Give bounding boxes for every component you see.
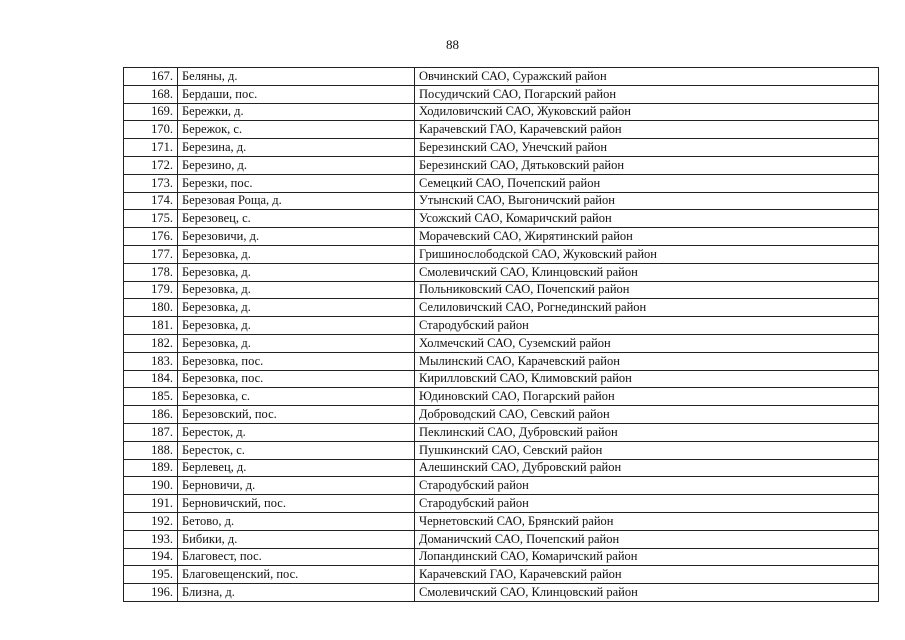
administrative-area-cell: Смолевичский САО, Клинцовский район: [415, 584, 879, 602]
settlement-name-cell: Березки, пос.: [178, 174, 415, 192]
settlement-name-cell: Березовка, д.: [178, 299, 415, 317]
administrative-area-cell: Пушкинский САО, Севский район: [415, 441, 879, 459]
settlement-name-cell: Березовец, с.: [178, 210, 415, 228]
settlement-name-cell: Бересток, с.: [178, 441, 415, 459]
table-row: [124, 192, 879, 210]
table-row: [124, 85, 879, 103]
table-row: [124, 477, 879, 495]
administrative-area-cell: Доброводский САО, Севский район: [415, 406, 879, 424]
administrative-area-cell: Юдиновский САО, Погарский район: [415, 388, 879, 406]
settlement-name-cell: Бережок, с.: [178, 121, 415, 139]
settlement-name-cell: Березовка, д.: [178, 317, 415, 335]
table-row: [124, 388, 879, 406]
administrative-area-cell: Утынский САО, Выгоничский район: [415, 192, 879, 210]
table-row: [124, 121, 879, 139]
table-row: [124, 423, 879, 441]
table-row: [124, 210, 879, 228]
settlement-name-cell: Березовка, пос.: [178, 370, 415, 388]
row-number-cell: 196.: [124, 584, 178, 602]
table-row: [124, 299, 879, 317]
administrative-area-cell: Лопандинский САО, Комаричский район: [415, 548, 879, 566]
administrative-area-cell: Пеклинский САО, Дубровский район: [415, 423, 879, 441]
row-number-cell: 177.: [124, 245, 178, 263]
administrative-area-cell: Доманичский САО, Почепский район: [415, 530, 879, 548]
row-number-cell: 176.: [124, 228, 178, 246]
administrative-area-cell: Березинский САО, Унечский район: [415, 139, 879, 157]
settlement-name-cell: Березино, д.: [178, 156, 415, 174]
row-number-cell: 186.: [124, 406, 178, 424]
administrative-area-cell: Овчинский САО, Суражский район: [415, 68, 879, 86]
settlement-name-cell: Бересток, д.: [178, 423, 415, 441]
row-number-cell: 170.: [124, 121, 178, 139]
administrative-area-cell: Смолевичский САО, Клинцовский район: [415, 263, 879, 281]
row-number-cell: 169.: [124, 103, 178, 121]
table-row: [124, 459, 879, 477]
settlement-name-cell: Благовест, пос.: [178, 548, 415, 566]
table-row: [124, 566, 879, 584]
administrative-area-cell: Карачевский ГАО, Карачевский район: [415, 121, 879, 139]
administrative-area-cell: Морачевский САО, Жирятинский район: [415, 228, 879, 246]
row-number-cell: 180.: [124, 299, 178, 317]
row-number-cell: 195.: [124, 566, 178, 584]
settlement-name-cell: Берновичский, пос.: [178, 495, 415, 513]
administrative-area-cell: Стародубский район: [415, 495, 879, 513]
settlement-name-cell: Беляны, д.: [178, 68, 415, 86]
row-number-cell: 171.: [124, 139, 178, 157]
row-number-cell: 172.: [124, 156, 178, 174]
settlement-name-cell: Березовичи, д.: [178, 228, 415, 246]
administrative-area-cell: Чернетовский САО, Брянский район: [415, 512, 879, 530]
settlement-name-cell: Березовка, д.: [178, 245, 415, 263]
table-row: [124, 334, 879, 352]
row-number-cell: 192.: [124, 512, 178, 530]
administrative-area-cell: Селиловичский САО, Рогнединский район: [415, 299, 879, 317]
administrative-area-cell: Ходиловичский САО, Жуковский район: [415, 103, 879, 121]
settlement-name-cell: Бердаши, пос.: [178, 85, 415, 103]
row-number-cell: 174.: [124, 192, 178, 210]
row-number-cell: 191.: [124, 495, 178, 513]
settlement-name-cell: Березина, д.: [178, 139, 415, 157]
table-row: [124, 352, 879, 370]
row-number-cell: 182.: [124, 334, 178, 352]
table-row: [124, 317, 879, 335]
settlement-name-cell: Березовка, пос.: [178, 352, 415, 370]
settlements-table: [123, 67, 879, 602]
table-body: [124, 68, 879, 602]
table-row: [124, 103, 879, 121]
table-row: [124, 512, 879, 530]
row-number-cell: 193.: [124, 530, 178, 548]
settlement-name-cell: Березовая Роща, д.: [178, 192, 415, 210]
row-number-cell: 188.: [124, 441, 178, 459]
administrative-area-cell: Стародубский район: [415, 477, 879, 495]
row-number-cell: 178.: [124, 263, 178, 281]
page-number: 88: [446, 37, 459, 52]
administrative-area-cell: Стародубский район: [415, 317, 879, 335]
settlement-name-cell: Березовка, с.: [178, 388, 415, 406]
table-row: [124, 174, 879, 192]
settlement-name-cell: Березовка, д.: [178, 334, 415, 352]
table-row: [124, 584, 879, 602]
table-row: [124, 68, 879, 86]
settlement-name-cell: Берлевец, д.: [178, 459, 415, 477]
settlement-name-cell: Бережки, д.: [178, 103, 415, 121]
administrative-area-cell: Холмечский САО, Суземский район: [415, 334, 879, 352]
table-row: [124, 530, 879, 548]
table-row: [124, 370, 879, 388]
table-row: [124, 441, 879, 459]
row-number-cell: 185.: [124, 388, 178, 406]
table-row: [124, 281, 879, 299]
table-row: [124, 245, 879, 263]
row-number-cell: 190.: [124, 477, 178, 495]
table-row: [124, 228, 879, 246]
settlement-name-cell: Близна, д.: [178, 584, 415, 602]
settlement-name-cell: Бибики, д.: [178, 530, 415, 548]
row-number-cell: 181.: [124, 317, 178, 335]
administrative-area-cell: Мылинский САО, Карачевский район: [415, 352, 879, 370]
table-row: [124, 406, 879, 424]
administrative-area-cell: Семецкий САО, Почепский район: [415, 174, 879, 192]
settlement-name-cell: Березовка, д.: [178, 281, 415, 299]
row-number-cell: 168.: [124, 85, 178, 103]
administrative-area-cell: Усожский САО, Комаричский район: [415, 210, 879, 228]
row-number-cell: 194.: [124, 548, 178, 566]
settlement-name-cell: Благовещенский, пос.: [178, 566, 415, 584]
row-number-cell: 183.: [124, 352, 178, 370]
row-number-cell: 187.: [124, 423, 178, 441]
table-row: [124, 139, 879, 157]
row-number-cell: 184.: [124, 370, 178, 388]
administrative-area-cell: Посудичский САО, Погарский район: [415, 85, 879, 103]
administrative-area-cell: Алешинский САО, Дубровский район: [415, 459, 879, 477]
table-row: [124, 548, 879, 566]
administrative-area-cell: Березинский САО, Дятьковский район: [415, 156, 879, 174]
table-row: [124, 156, 879, 174]
administrative-area-cell: Карачевский ГАО, Карачевский район: [415, 566, 879, 584]
settlement-name-cell: Березовка, д.: [178, 263, 415, 281]
table-row: [124, 263, 879, 281]
table-row: [124, 495, 879, 513]
row-number-cell: 167.: [124, 68, 178, 86]
settlement-name-cell: Березовский, пос.: [178, 406, 415, 424]
administrative-area-cell: Польниковский САО, Почепский район: [415, 281, 879, 299]
administrative-area-cell: Гришинослободской САО, Жуковский район: [415, 245, 879, 263]
settlement-name-cell: Бетово, д.: [178, 512, 415, 530]
row-number-cell: 189.: [124, 459, 178, 477]
row-number-cell: 173.: [124, 174, 178, 192]
row-number-cell: 175.: [124, 210, 178, 228]
settlement-name-cell: Берновичи, д.: [178, 477, 415, 495]
administrative-area-cell: Кирилловский САО, Климовский район: [415, 370, 879, 388]
row-number-cell: 179.: [124, 281, 178, 299]
